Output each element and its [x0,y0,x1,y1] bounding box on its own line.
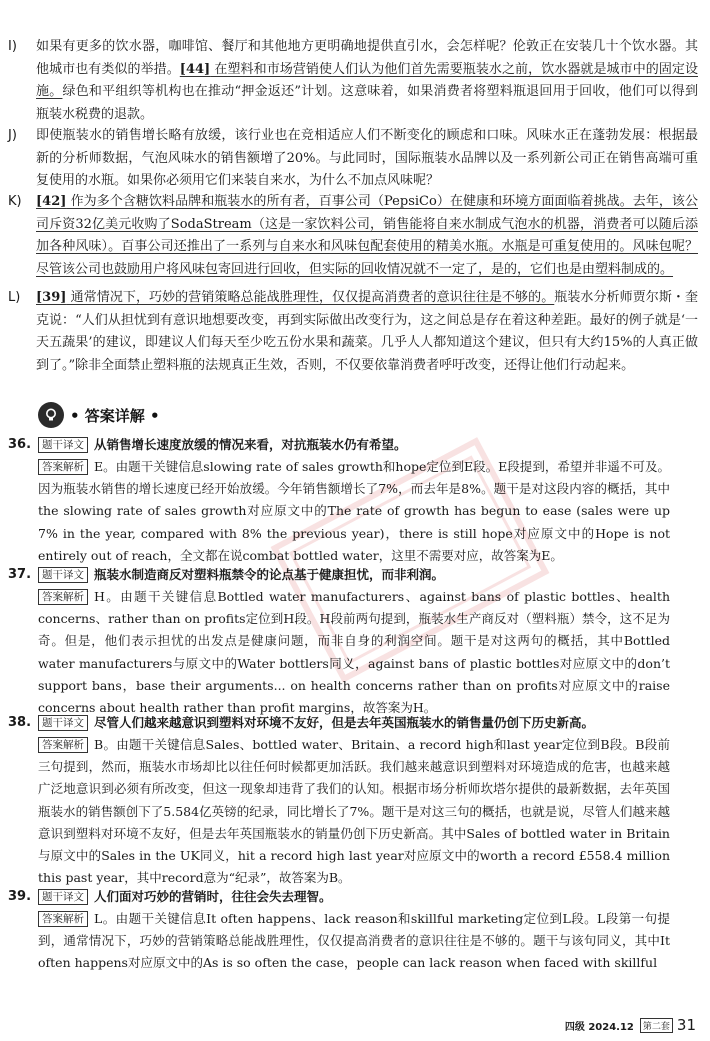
question-translation-tag: 题干译文 [38,889,88,905]
paragraph-text: 即使瓶装水的销售增长略有放缓，该行业也在竞相适应人们不断变化的顾虑和口味。风味水正在蓬勃发展：根据最新的分析师数据，气泡风味水的销售额增了20%。与此同时，国际瓶装水品牌以及一系列新公司正在销售高端可重复使用的水瓶。如果你必须用它们来装自来水，为什么不加点风味呢？ [36,128,698,188]
page-number: 31 [676,1016,696,1034]
question-title: 人们面对巧妙的营销时，往往会失去理智。 [94,888,332,904]
question-number: 38. [8,715,32,730]
question-header [38,886,670,908]
paragraph-l [8,287,698,377]
question-number: 36. [8,437,32,452]
answer-analysis: 答案解析 B。由题干关键信息Sales、bottled water、Britain、a record high和last year定位到B段。B段前三句提到，然而，瓶装水市场却比以往任何时候都更加活跃。我们越来越意识到塑料对环境造成的危害，也越来越广泛地意识到必须有所改变，但这一现象却违背了我们的认知。根据市场分析师坎塔尔提供的最新数据，去年英国瓶装水的销售额创下了5.584亿英镑的纪录，同比增长了7%。题干是对这三句的概括，也就是说，尽管人们越来越意识到塑料对环境不友好，但是去年英国瓶装水的销量仍创下历史新高。其中Sales of bottled water in Britain与原文中的Sales in the UK同义，hit a record high last year对应原文中的worth a record £558.4 million this past year，其中record意为“纪录”，故答案为B。 [38,737,670,886]
question-number: 39. [8,889,32,904]
answer-analysis: 答案解析 L。由题干关键信息It often happens、lack reason和skillful marketing定位到L段。L段第一句提到，通常情况下，巧妙的营销策略总能战胜理性，仅仅提高消费者的意识往往是不够的。题干与该句同义，其中It often happens对应原文中的As is so often the case，people can lack reason when faced with skillful [38,911,670,971]
answer-analysis: 答案解析 H。由题干关键信息Bottled water manufacturers、against bans of plastic bottles、health concerns、rather than on profits定位到H段。H段前两句提到，瓶装水生产商反对（塑料瓶）禁令，这不足为奇。但是，他们表示担忧的出发点是健康问题，而非自身的利润空间。题干是对这两句的概括，其中Bottled water manufacturers与原文中的Water bottlers同义，against bans of plastic bottles对应原文中的don’t support bans，base their arguments... on health concerns rather than on profits对应原文中的raise concerns about health rather than profit margins，故答案为H。 [38,589,670,716]
paragraph-k [8,191,698,281]
paragraph-i [8,36,698,126]
answer-analysis-tag: 答案解析 [38,911,88,927]
section-header [38,400,160,430]
question-header [38,564,670,586]
question-38 [8,712,670,889]
question-title: 尽管人们越来越意识到塑料对环境不友好，但是去年英国瓶装水的销售量仍创下历史新高。 [94,714,595,730]
issue-label: 四级 2024.12 [564,1021,634,1033]
question-translation-tag: 题干译文 [38,715,88,731]
paragraph-letter: K) [8,194,22,209]
question-header [38,434,670,456]
section-title: • 答案详解 • [70,406,160,425]
question-number: 37. [8,567,32,582]
paragraph-text: [42] 作为多个含糖饮料品牌和瓶装水的所有者，百事公司（PepsiCo）在健康和环境方面面临着挑战。去年，该公司斥资32亿美元收购了SodaStream（这是一家饮料公司，销售能将自来水制成气泡水的机器，消费者可以随后添加各种风味）。百事公司还推出了一系列与自来水和风味包配套使用的精美水瓶。水瓶是可重复使用的。风味包呢？尽管该公司也鼓励用户将风味包寄回进行回收，但实际的回收情况就不一定了，是的，它们也是由塑料制成的。 [36,194,698,277]
question-translation-tag: 题干译文 [38,567,88,583]
paragraph-j [8,125,698,193]
answer-analysis-tag: 答案解析 [38,589,88,605]
question-title: 从销售增长速度放缓的情况来看，对抗瓶装水仍有希望。 [94,436,407,452]
volume-badge: 第二套 [640,1018,673,1033]
answer-analysis: 答案解析 E。由题干关键信息slowing rate of sales growth和hope定位到E段。E段提到，希望并非遥不可及。因为瓶装水销售的增长速度已经开始放缓。今年销售额增长了7%，而去年是8%。题干是对这段内容的概括，其中the slowing rate of sales growth对应原文中的The rate of growth has begun to ease (sales were up 7% in the year, compared with 8% the previous year)，there is still hope对应原文中的Hope is not entirely out of reach，全文都在说combat bottled water，这里不需要对应，故答案为E。 [38,459,670,563]
question-title: 瓶装水制造商反对塑料瓶禁令的论点基于健康担忧，而非利润。 [94,566,445,582]
answer-analysis-tag: 答案解析 [38,459,88,475]
answer-analysis-tag: 答案解析 [38,737,88,753]
paragraph-letter: I) [8,39,17,54]
paragraph-letter: L) [8,290,21,305]
question-header [38,712,670,734]
question-36 [8,434,670,567]
question-37 [8,564,670,719]
paragraph-text: [39] 通常情况下，巧妙的营销策略总能战胜理性，仅仅提高消费者的意识往往是不够的。瓶装水分析师贾尔斯・奎克说：“人们从担忧到有意识地想要改变，再到实际做出改变行为，这之间总是存在着这种差距。最好的例子就是‘一天五蔬果’的建议，即建议人们每天至少吃五份水果和蔬菜。几乎人人都知道这个建议，但只有大约15%的人真正做到了。”除非全面禁止塑料瓶的法规真正生效，否则，不仅要依靠消费者呼吁改变，还得让他们行动起来。 [36,290,698,373]
question-39 [8,886,670,975]
page-footer [565,1016,696,1034]
paragraph-text: 如果有更多的饮水器，咖啡馆、餐厅和其他地方更明确地提供直引水，会怎样呢？伦敦正在安装几十个饮水器。其他城市也有类似的举措。[44] 在塑料和市场营销使人们认为他们首先需要瓶装水之前，饮水器就是城市中的固定设施。绿色和平组织等机构也在推动“押金返还”计划。这意味着，如果消费者将塑料瓶退回用于回收，他们可以得到瓶装水税费的退款。 [36,39,698,122]
lightbulb-icon [38,402,64,428]
paragraph-letter: J) [8,128,17,143]
question-translation-tag: 题干译文 [38,437,88,453]
